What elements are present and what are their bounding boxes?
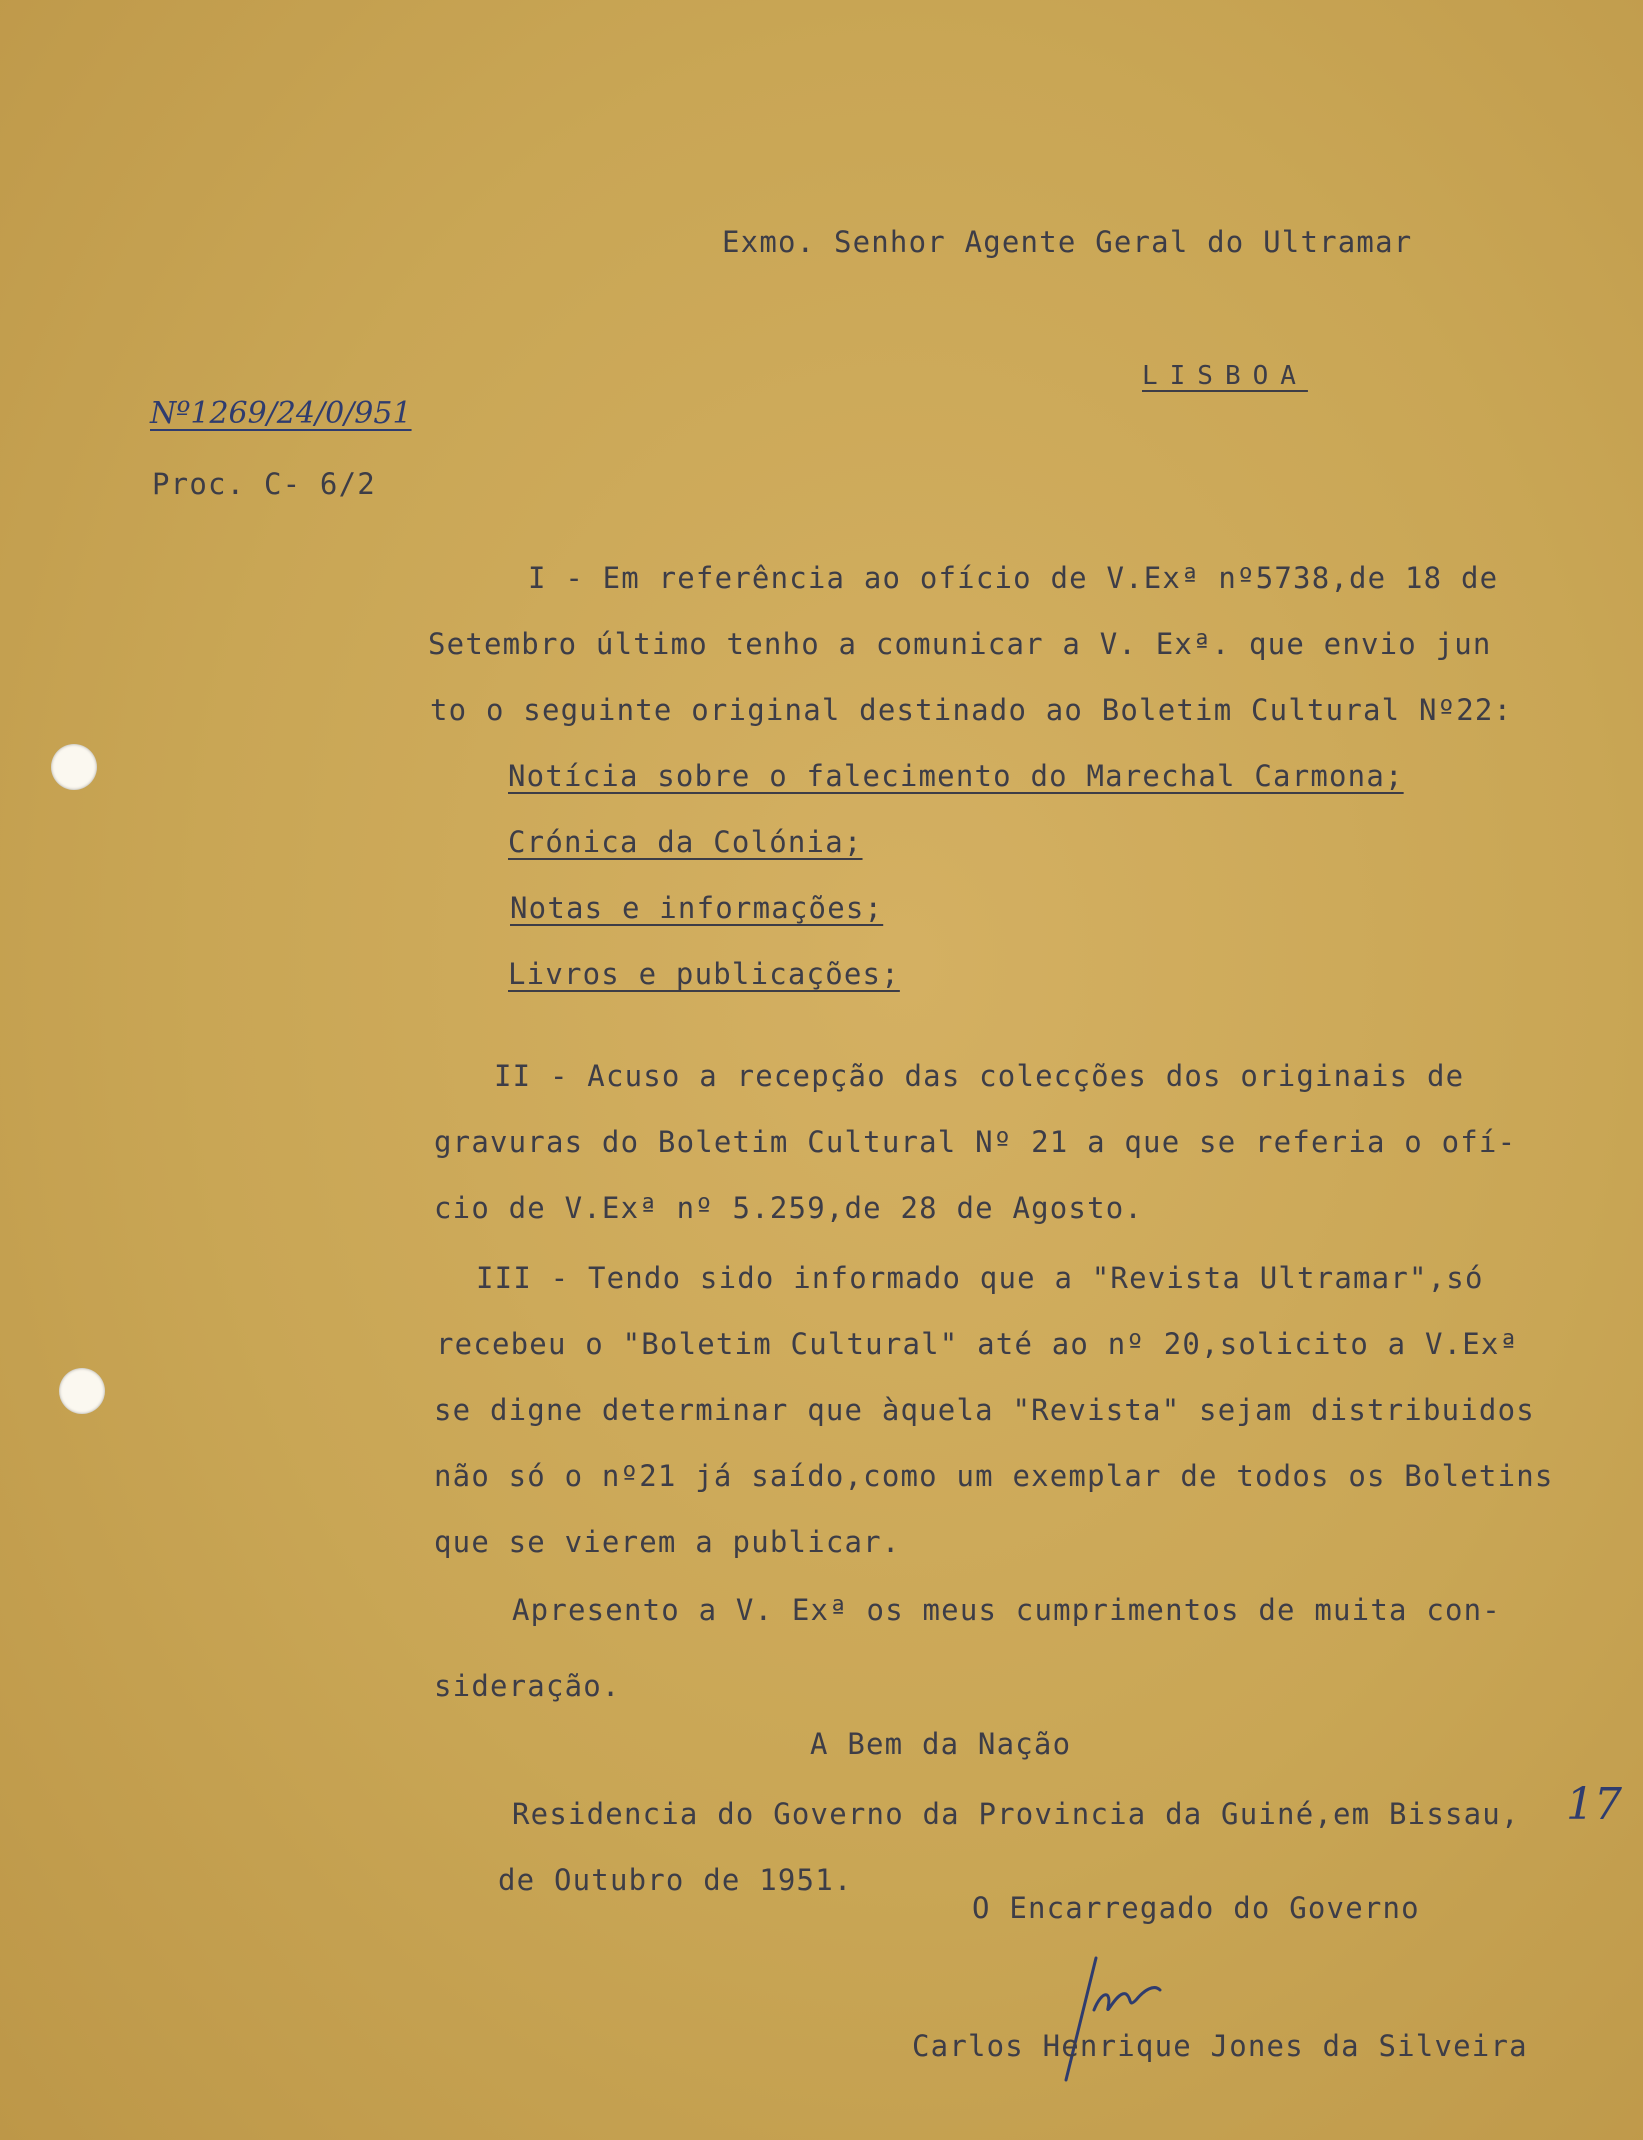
enclosure-item-1: Notícia sobre o falecimento do Marechal Carmona; — [508, 759, 1404, 793]
date-day-handwritten: 17 — [1566, 1779, 1622, 1830]
section-1-line-2: Setembro último tenho a comunicar a V. Exª. que envio jun — [428, 627, 1492, 661]
signatory-title: O Encarregado do Governo — [972, 1891, 1420, 1925]
section-3-line-2: recebeu o "Boletim Cultural" até ao nº 20,solicito a V.Exª — [436, 1327, 1519, 1361]
enclosure-item-2: Crónica da Colónia; — [508, 825, 863, 859]
section-1-line-3: to o seguinte original destinado ao Boletim Cultural Nº22: — [430, 693, 1513, 727]
process-number: Proc. C- 6/2 — [152, 467, 376, 501]
place-date-line-1: Residencia do Governo da Provincia da Guiné,em Bissau, — [512, 1797, 1520, 1831]
section-2-line-3: cio de V.Exª nº 5.259,de 28 de Agosto. — [434, 1191, 1144, 1225]
handwritten-signature — [1036, 1950, 1236, 2090]
enclosure-item-3: Notas e informações; — [510, 891, 884, 925]
city: LISBOA — [1142, 361, 1308, 391]
section-3-line-5: que se vierem a publicar. — [434, 1525, 901, 1559]
place-date-line-2: de Outubro de 1951. — [498, 1863, 853, 1897]
section-1-line-1: I - Em referência ao ofício de V.Exª nº5738,de 18 de — [528, 561, 1499, 595]
punch-hole-top — [51, 744, 97, 790]
section-3-line-1: III - Tendo sido informado que a "Revista Ultramar",só — [476, 1261, 1484, 1295]
section-3-line-3: se digne determinar que àquela "Revista" sejam distribuidos — [434, 1393, 1535, 1427]
reference-number: Nº1269/24/0/951 — [150, 396, 412, 431]
section-2-line-2: gravuras do Boletim Cultural Nº 21 a que se referia o ofí- — [434, 1125, 1517, 1159]
signatory-name: Carlos Henrique Jones da Silveira — [912, 2029, 1528, 2063]
punch-hole-bottom — [59, 1368, 105, 1414]
section-2-line-1: II - Acuso a recepção das colecções dos originais de — [494, 1059, 1465, 1093]
enclosure-item-4: Livros e publicações; — [508, 957, 900, 991]
section-3-line-4: não só o nº21 já saído,como um exemplar de todos os Boletins — [434, 1459, 1554, 1493]
salutation: A Bem da Nação — [810, 1727, 1072, 1761]
addressee: Exmo. Senhor Agente Geral do Ultramar — [722, 225, 1413, 259]
closing-line-2: sideração. — [434, 1669, 621, 1703]
closing-line-1: Apresento a V. Exª os meus cumprimentos de muita con- — [512, 1593, 1501, 1627]
